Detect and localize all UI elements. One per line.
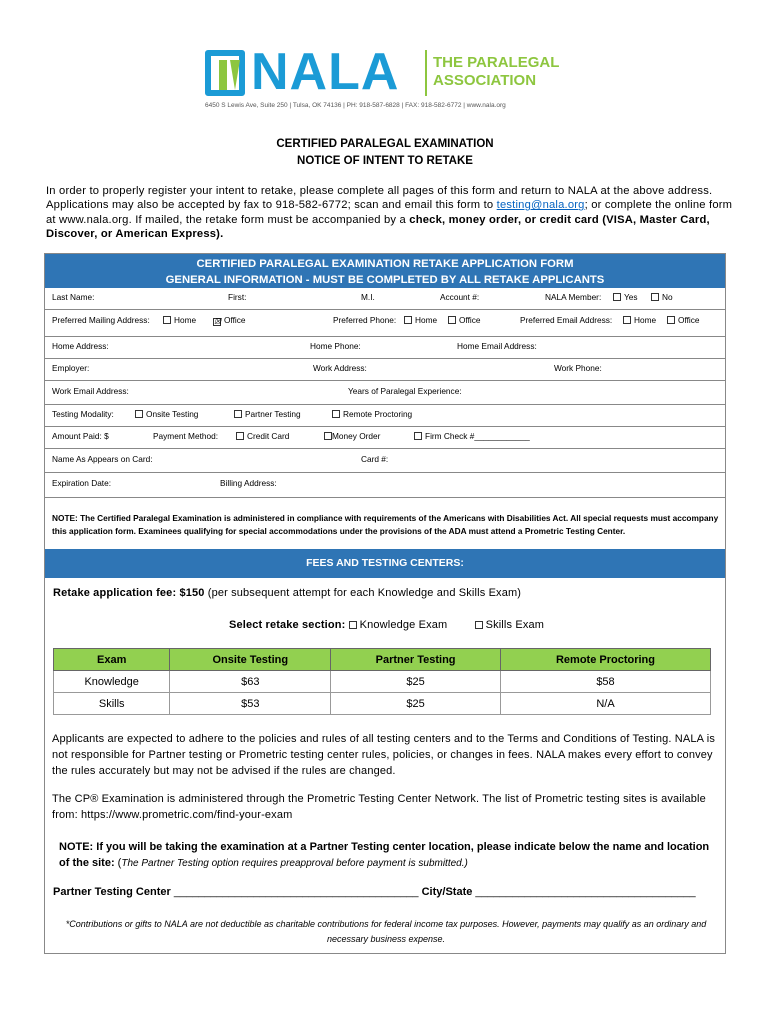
logo-tagline <box>433 54 583 90</box>
partner-note-paren: ( <box>114 857 122 869</box>
mailing-label: Preferred Mailing Address: <box>52 315 150 325</box>
partner-note-italic: The Partner Testing option requires preapproval before payment is submitted.) <box>121 858 468 869</box>
card-number-field[interactable]: Card #: <box>361 454 389 464</box>
checkbox-icon <box>349 621 357 629</box>
logo-address: 6450 S Lewis Ave, Suite 250 | Tulsa, OK 74136 | PH: 918-587-6828 | FAX: 918-582-6772 | www.nala.org <box>205 102 506 109</box>
work-email-field[interactable]: Work Email Address: <box>52 386 129 396</box>
email-office-checkbox[interactable] <box>667 315 700 325</box>
page-subtitle: NOTICE OF INTENT TO RETAKE <box>297 155 473 167</box>
checkbox-icon <box>667 316 675 324</box>
skills-exam-checkbox[interactable] <box>475 619 545 631</box>
checked-checkbox-icon: ☒ <box>214 317 222 326</box>
partner-checkbox[interactable] <box>234 409 301 419</box>
office-label: Office <box>459 315 481 325</box>
checkbox-icon <box>613 293 621 301</box>
knowledge-exam-checkbox[interactable] <box>349 619 448 631</box>
header-cell: Remote Proctoring <box>501 649 711 671</box>
header-cell: Partner Testing <box>331 649 501 671</box>
nala-logo <box>205 43 575 120</box>
row-name <box>45 288 725 310</box>
table-cell: $25 <box>331 693 501 715</box>
checkbox-icon <box>448 316 456 324</box>
first-name-field[interactable]: First: <box>228 292 247 302</box>
intro-text-2: ; or complete the online form at www.nala.org. If mailed, the retake form must be accompanied by a <box>46 199 733 226</box>
row-card <box>45 449 725 473</box>
table-row <box>54 693 711 715</box>
email-home-checkbox[interactable] <box>623 315 656 325</box>
work-phone-field[interactable]: Work Phone: <box>554 363 602 373</box>
credit-card-label: Credit Card <box>247 431 290 441</box>
header-cell: Exam <box>54 649 170 671</box>
form-banner-title: CERTIFIED PARALEGAL EXAMINATION RETAKE APPLICATION FORM <box>196 258 574 270</box>
checkbox-icon <box>475 621 483 629</box>
logo-divider <box>425 50 427 96</box>
email-pref-label: Preferred Email Address: <box>520 315 613 325</box>
fees-banner: FEES AND TESTING CENTERS: <box>45 549 725 578</box>
partner-note-bold: NOTE: If you will be taking the examination at a Partner Testing center location, please indicate below the name and location of the site: <box>59 841 710 869</box>
years-experience-field[interactable]: Years of Paralegal Experience: <box>348 386 462 396</box>
no-label: No <box>662 292 673 302</box>
onsite-checkbox[interactable] <box>135 409 198 419</box>
row-home <box>45 337 725 359</box>
checkbox-icon <box>135 410 143 418</box>
expiration-field[interactable]: Expiration Date: <box>52 478 112 488</box>
row-payment <box>45 427 725 449</box>
modality-label: Testing Modality: <box>52 409 114 419</box>
ada-note: NOTE: The Certified Paralegal Examination is administered in compliance with requirements of the Americans with Disabilities Act. All special requests must accompany this application form. Examinees qualifying for special accommodations under the provisions of the ADA must attend a Prometric Testing Center. <box>52 513 719 536</box>
employer-field[interactable]: Employer: <box>52 363 90 373</box>
table-row <box>54 671 711 693</box>
home-label: Home <box>415 315 438 325</box>
page-title: CERTIFIED PARALEGAL EXAMINATION <box>276 138 494 150</box>
home-phone-field[interactable]: Home Phone: <box>310 341 361 351</box>
partner-note <box>59 839 719 872</box>
account-field[interactable]: Account #: <box>440 292 480 302</box>
row-work-email <box>45 381 725 405</box>
row-preferences <box>45 310 725 337</box>
work-address-field[interactable]: Work Address: <box>313 363 367 373</box>
checkbox-icon <box>414 432 422 440</box>
home-email-field[interactable]: Home Email Address: <box>457 341 537 351</box>
money-order-checkbox[interactable] <box>324 431 380 441</box>
table-cell: N/A <box>501 693 711 715</box>
checkbox-icon <box>163 316 171 324</box>
mailing-office-checkbox[interactable] <box>213 315 246 326</box>
tagline-line1: THE PARALEGAL <box>433 54 560 71</box>
city-state-input[interactable]: ____________________________________ <box>472 886 696 898</box>
checkbox-icon <box>651 293 659 301</box>
skills-exam-label: Skills Exam <box>485 619 545 631</box>
prometric-paragraph: The CP® Examination is administered through the Prometric Testing Center Network. The list of Prometric testing sites is available from: https://www.prometric.com/find-your-exam <box>52 793 706 821</box>
select-section-label: Select retake section: <box>229 619 346 631</box>
retake-fee <box>53 585 723 601</box>
billing-address-field[interactable]: Billing Address: <box>220 478 277 488</box>
email-link[interactable]: testing@nala.org <box>496 199 585 212</box>
header-cell: Onsite Testing <box>170 649 331 671</box>
partner-center-line <box>53 886 696 898</box>
phone-pref-label: Preferred Phone: <box>333 315 397 325</box>
remote-checkbox[interactable] <box>332 409 412 419</box>
checkbox-icon <box>332 410 340 418</box>
name-on-card-field[interactable]: Name As Appears on Card: <box>52 454 153 464</box>
checkbox-icon <box>623 316 631 324</box>
knowledge-exam-label: Knowledge Exam <box>359 619 448 631</box>
table-cell: Skills <box>54 693 170 715</box>
table-cell: $53 <box>170 693 331 715</box>
home-address-field[interactable]: Home Address: <box>52 341 109 351</box>
fees-table <box>53 648 711 715</box>
logo-wordmark: NALA <box>251 43 400 101</box>
form-banner-subtitle: GENERAL INFORMATION - MUST BE COMPLETED BY ALL RETAKE APPLICANTS <box>165 274 605 286</box>
amount-paid-field[interactable]: Amount Paid: $ <box>52 431 109 441</box>
checkbox-icon <box>324 432 332 440</box>
office-label: Office <box>678 315 700 325</box>
row-modality <box>45 405 725 427</box>
mailing-home-checkbox[interactable] <box>163 315 196 325</box>
payment-requirement: check, money order, or credit card (VISA, Master Card, Discover, or American Express). <box>46 213 710 240</box>
intro-paragraph <box>46 184 736 241</box>
row-work <box>45 359 725 381</box>
nala-n-mark-icon <box>205 50 245 96</box>
checkbox-icon <box>404 316 412 324</box>
last-name-field[interactable]: Last Name: <box>52 292 95 302</box>
row-billing <box>45 473 725 498</box>
member-no-checkbox[interactable] <box>651 292 673 302</box>
firm-check-label: Firm Check #____________ <box>425 431 530 441</box>
intro-text: In order to properly register your intent to retake, please complete all pages of this form and return to NALA at the above address. Applications may also be accepted by fax to 918-582-6772; scan and email this form to <box>46 185 713 212</box>
credit-card-checkbox[interactable] <box>236 431 289 441</box>
remote-label: Remote Proctoring <box>343 409 413 419</box>
tax-footnote: *Contributions or gifts to NALA are not deductible as charitable contributions for federal income tax purposes. However, payments may qualify as an ordinary and necessary business expense. <box>65 919 707 944</box>
table-cell: $63 <box>170 671 331 693</box>
phone-office-checkbox[interactable] <box>448 315 481 325</box>
checkbox-icon <box>234 410 242 418</box>
table-cell: $58 <box>501 671 711 693</box>
table-cell: $25 <box>331 671 501 693</box>
table-cell: Knowledge <box>54 671 170 693</box>
checkbox-icon <box>236 432 244 440</box>
select-section <box>229 617 544 633</box>
form-banner <box>45 254 725 288</box>
firm-check-checkbox[interactable] <box>414 431 530 441</box>
home-label: Home <box>174 315 197 325</box>
member-label: NALA Member: <box>545 292 602 302</box>
home-label: Home <box>634 315 657 325</box>
yes-label: Yes <box>624 292 638 302</box>
mi-field[interactable]: M.I. <box>361 292 375 302</box>
payment-method-label: Payment Method: <box>153 431 219 441</box>
tagline-line2: ASSOCIATION <box>433 72 537 89</box>
retake-fee-label: Retake application fee: $150 <box>53 587 205 599</box>
office-label: Office <box>224 315 246 325</box>
money-order-label: Money Order <box>332 431 381 441</box>
partner-center-input[interactable]: ________________________________________ <box>170 886 422 898</box>
policy-paragraph: Applicants are expected to adhere to the policies and rules of all testing centers and to the Terms and Conditions of Testing. NALA is not responsible for Partner testing or Prometric testing center rules, policies, or changes in fees. NALA makes every effort to convey the rules accurately but may not be advised if the rules are changed. <box>52 733 715 777</box>
partner-label: Partner Testing <box>245 409 301 419</box>
city-state-label: City/State <box>421 886 473 898</box>
partner-center-label: Partner Testing Center <box>53 886 171 898</box>
phone-home-checkbox[interactable] <box>404 315 437 325</box>
onsite-label: Onsite Testing <box>146 409 199 419</box>
retake-fee-detail: (per subsequent attempt for each Knowledge and Skills Exam) <box>204 587 522 599</box>
fees-table-header <box>54 649 711 671</box>
member-yes-checkbox[interactable] <box>613 292 638 302</box>
